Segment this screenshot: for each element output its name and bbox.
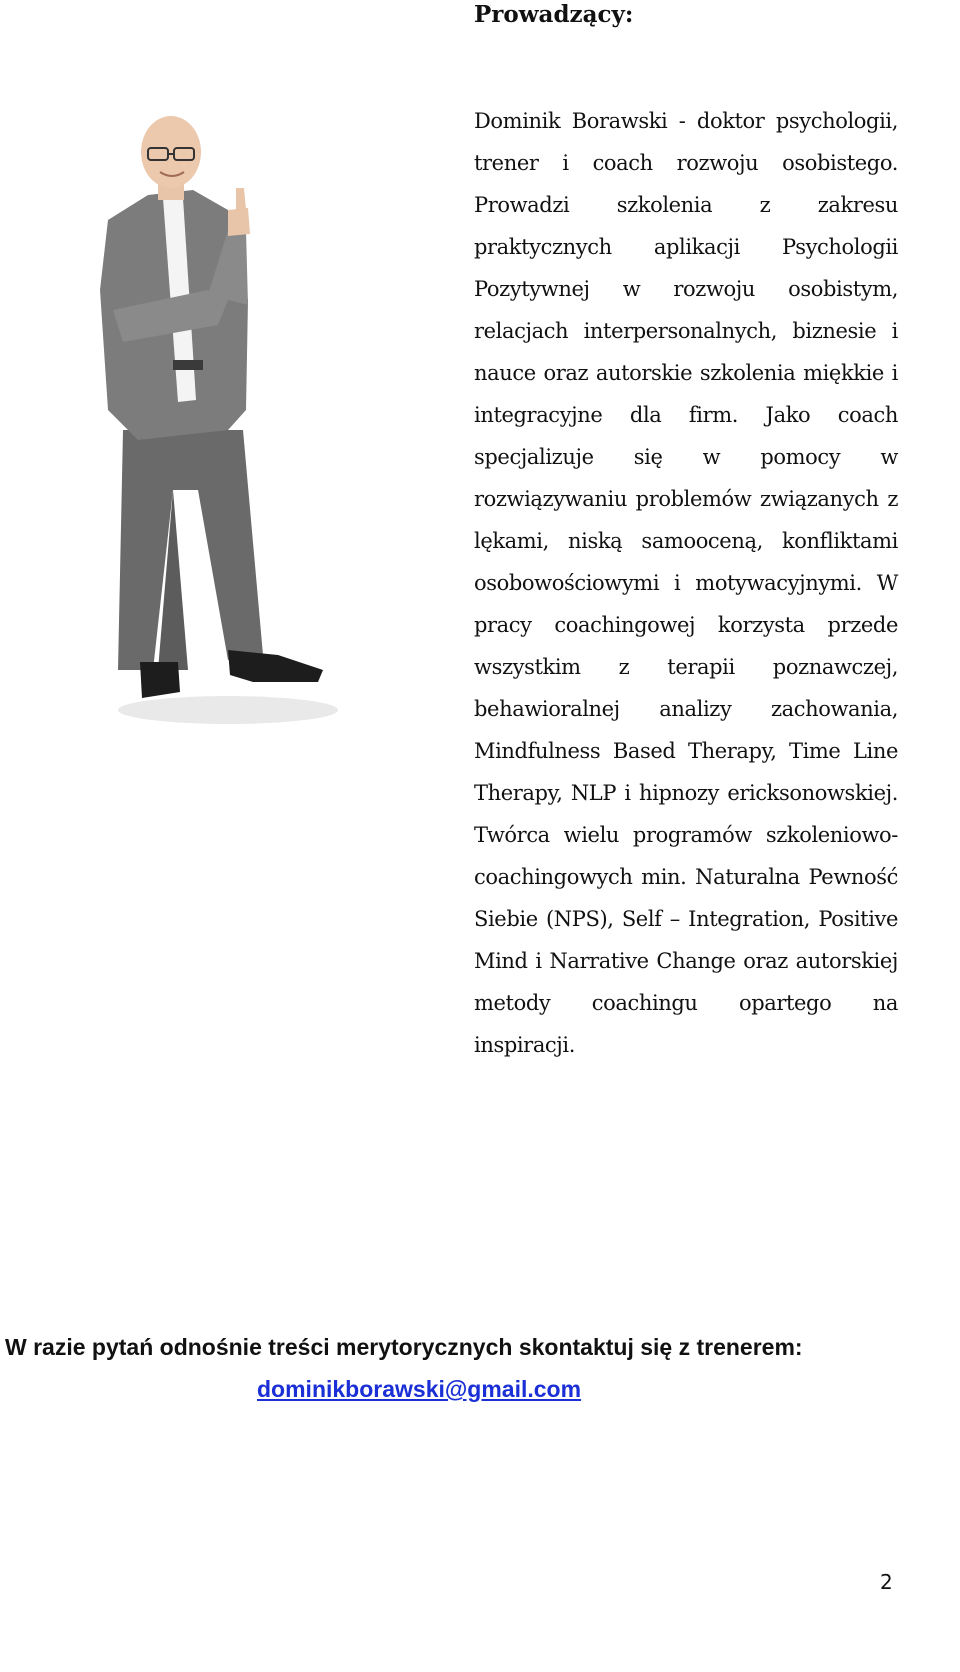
page-number: 2	[880, 1570, 893, 1594]
contact-email-link[interactable]: dominikborawski@gmail.com	[257, 1376, 582, 1402]
contact-prompt: W razie pytań odnośnie treści merytorycznych skontaktuj się z trenerem:	[5, 1334, 803, 1360]
person-photo-icon	[78, 110, 348, 740]
page-heading: Prowadzący:	[474, 1, 634, 28]
trainer-bio: Dominik Borawski - doktor psychologii, trener i coach rozwoju osobistego. Prowadzi szkolenia z zakresu praktycznych aplikacji Psychologii Pozytywnej w rozwoju osobistym, relacjach interpersonalnych, biznesie i nauce oraz autorskie szkolenia miękkie i integracyjne dla firm. Jako coach specjalizuje się w pomocy w rozwiązywaniu problemów związanych z lękami, niską samooceną, konfliktami osobowościowymi i motywacyjnymi. W pracy coachingowej korzysta przede wszystkim z terapii poznawczej, behawioralnej analizy zachowania, Mindfulness Based Therapy, Time Line Therapy, NLP i hipnozy ericksonowskiej. Twórca wielu programów szkoleniowo-coachingowych min. Naturalna Pewność Siebie (NPS), Self – Integration, Positive Mind i Narrative Change oraz autorskiej metody coachingu opartego na inspiracji.	[474, 109, 898, 1057]
